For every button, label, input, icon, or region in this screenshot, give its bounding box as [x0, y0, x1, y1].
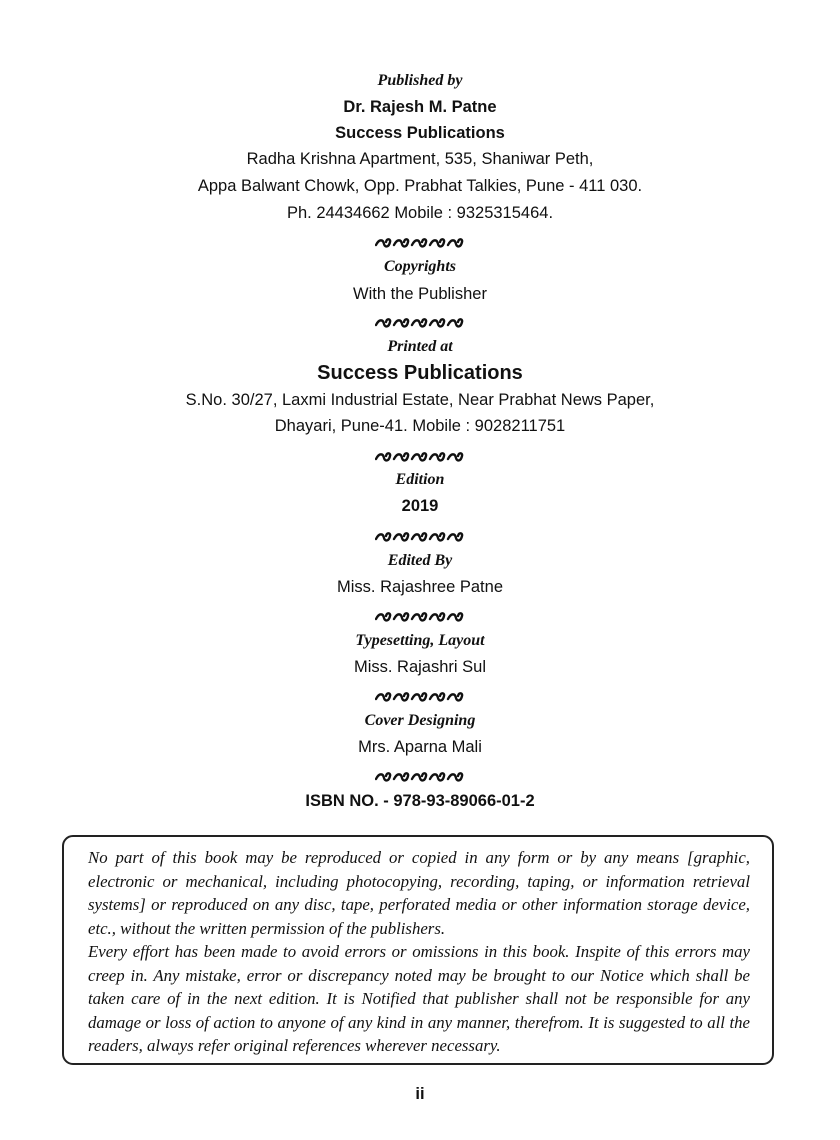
swirl-glyph: [430, 613, 444, 620]
swirl-glyph: [448, 319, 462, 326]
publisher-name: Dr. Rajesh M. Patne: [343, 98, 497, 116]
swirl-glyph: [376, 773, 390, 780]
swirl-ornament-icon: [375, 771, 465, 783]
typesetting-heading: Typesetting, Layout: [355, 632, 485, 649]
cover-designing-heading: Cover Designing: [364, 712, 476, 729]
page-number: ii: [415, 1085, 425, 1103]
swirl-glyph: [412, 239, 426, 246]
copyrights-value: With the Publisher: [353, 285, 487, 303]
disclaimer-box: [62, 835, 774, 1065]
swirl-ornament-icon: [375, 317, 465, 329]
swirl-glyph: [448, 613, 462, 620]
edition-value: 2019: [401, 497, 439, 515]
disclaimer-paragraph-2: Every effort has been made to avoid errors or omissions in this book. Inspite of this errors may creep in. Any mistake, error or discrepancy noted may be brought to our Notice which shall be taken care of in the next edition. It is Notified that publisher shall not be responsible for any damage or loss of action to anyone of any kind in any manner, therefrom. It is suggested to all the readers, always refer original references wherever necessary.: [88, 942, 750, 1055]
publisher-phone: Ph. 24434662 Mobile : 9325315464.: [286, 204, 554, 222]
swirl-glyph: [394, 693, 408, 700]
swirl-glyph: [394, 453, 408, 460]
cover-designing-value: Mrs. Aparna Mali: [358, 738, 482, 756]
swirl-ornament-icon: [375, 691, 465, 703]
swirl-glyph: [412, 613, 426, 620]
printer-address-2: Dhayari, Pune-41. Mobile : 9028211751: [274, 417, 566, 435]
disclaimer-paragraph-1: No part of this book may be reproduced or copied in any form or by any means [graphic, electronic or mechanical, including photocopying, recording, taping, or information retrieval systems] or reproduced on any disc, tape, perforated media or other information storage device, etc., without the written permission of the publishers.: [88, 848, 750, 938]
printer-address-1: S.No. 30/27, Laxmi Industrial Estate, Near Prabhat News Paper,: [185, 391, 655, 409]
swirl-glyph: [412, 319, 426, 326]
publisher-address-1: Radha Krishna Apartment, 535, Shaniwar Peth,: [246, 150, 594, 168]
swirl-ornament-icon: [375, 531, 465, 543]
swirl-glyph: [394, 613, 408, 620]
swirl-glyph: [376, 453, 390, 460]
swirl-glyph: [376, 319, 390, 326]
swirl-glyph: [448, 533, 462, 540]
swirl-glyph: [412, 773, 426, 780]
swirl-glyph: [430, 533, 444, 540]
swirl-glyph: [412, 533, 426, 540]
copyrights-heading: Copyrights: [383, 258, 456, 275]
swirl-glyph: [394, 239, 408, 246]
swirl-glyph: [448, 693, 462, 700]
published-by-heading: Published by: [377, 72, 463, 89]
swirl-glyph: [430, 773, 444, 780]
swirl-glyph: [394, 773, 408, 780]
swirl-ornament-icon: [375, 451, 465, 463]
swirl-glyph: [430, 453, 444, 460]
swirl-glyph: [412, 693, 426, 700]
edited-by-heading: Edited By: [387, 552, 453, 569]
typesetting-value: Miss. Rajashri Sul: [353, 658, 487, 676]
swirl-glyph: [376, 533, 390, 540]
swirl-glyph: [376, 613, 390, 620]
swirl-glyph: [430, 319, 444, 326]
swirl-glyph: [376, 239, 390, 246]
swirl-glyph: [430, 239, 444, 246]
swirl-glyph: [448, 773, 462, 780]
publisher-address-2: Appa Balwant Chowk, Opp. Prabhat Talkies, Pune - 411 030.: [197, 177, 643, 195]
publisher-company: Success Publications: [335, 124, 505, 142]
edition-heading: Edition: [395, 471, 445, 488]
swirl-glyph: [448, 239, 462, 246]
swirl-glyph: [412, 453, 426, 460]
swirl-glyph: [394, 319, 408, 326]
isbn: ISBN NO. - 978-93-89066-01-2: [305, 792, 535, 810]
swirl-glyph: [448, 453, 462, 460]
printer-company: Success Publications: [317, 362, 523, 384]
swirl-ornament-icon: [375, 611, 465, 623]
swirl-ornament-icon: [375, 237, 465, 249]
swirl-glyph: [376, 693, 390, 700]
swirl-glyph: [394, 533, 408, 540]
printed-at-heading: Printed at: [387, 338, 453, 355]
edited-by-value: Miss. Rajashree Patne: [337, 578, 503, 596]
swirl-glyph: [430, 693, 444, 700]
